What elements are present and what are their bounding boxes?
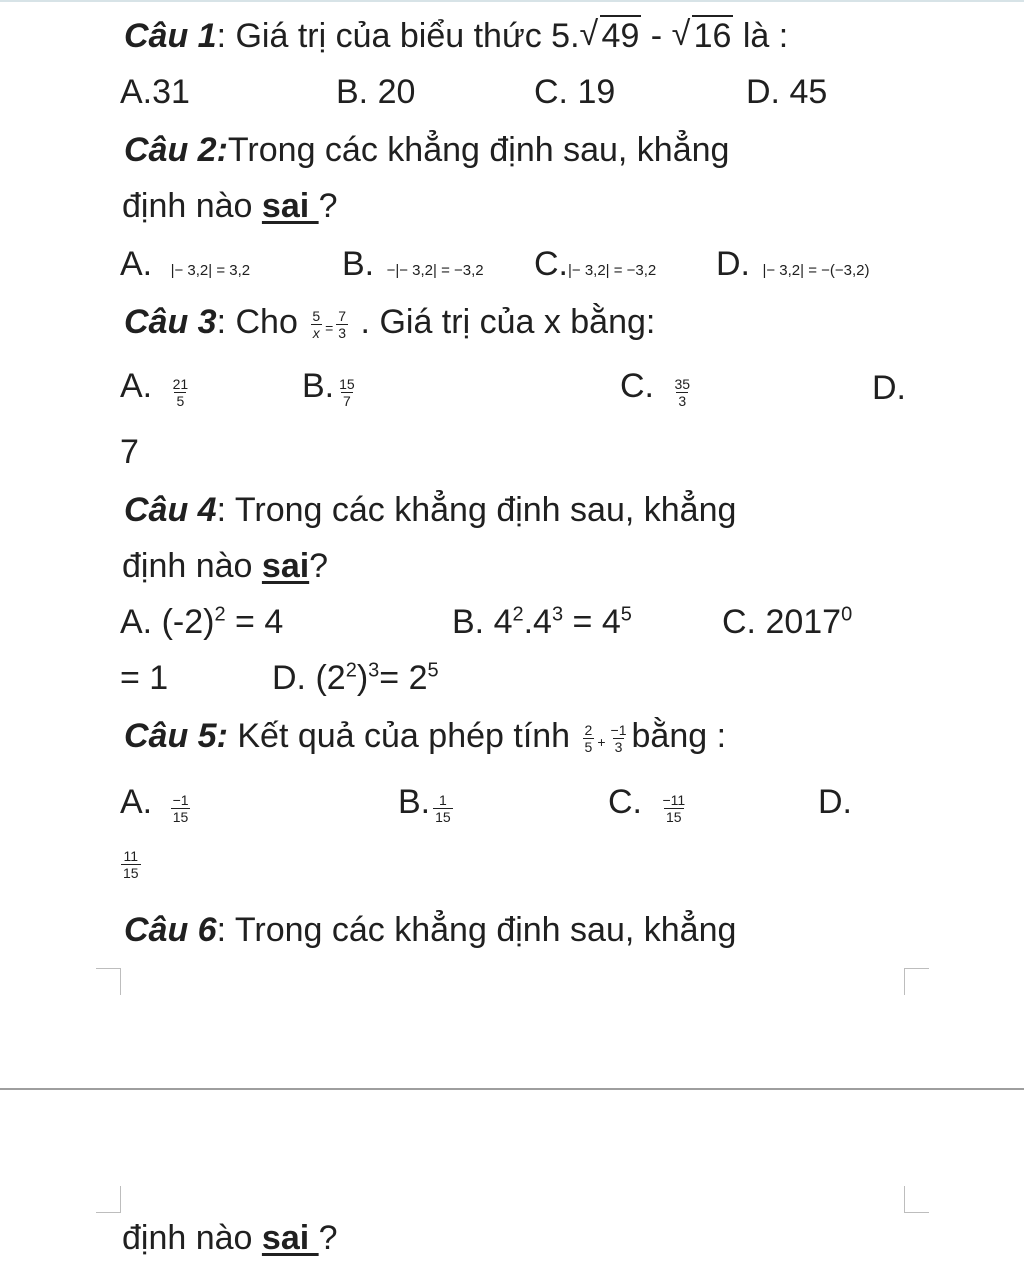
fraction-5-over-x: $\frac{5}{x}$ (312, 307, 321, 341)
q1-option-a: A.31 (120, 73, 190, 111)
fraction-neg1-over-3: $\frac{-1}{3}$ (610, 721, 627, 755)
question-1-label: Câu 1 (124, 17, 217, 55)
q4-option-b: B. $4^2.4^3 = 4^5$ (452, 603, 632, 641)
q4-option-d: D. $(2^2)^3= 2^5$ (272, 659, 439, 697)
q4-option-a: A. $(-2)^2 = 4$ (120, 603, 284, 641)
q3-option-a: A. $\frac{21}{5}$ (120, 367, 189, 410)
question-3-label: Câu 3 (124, 303, 217, 341)
sai-keyword: sai (261, 1219, 319, 1257)
question-4-label: Câu 4 (124, 491, 217, 529)
q2-option-a: A. |− 3,2| = 3,2 (120, 245, 251, 283)
q2-option-b: B. −|− 3,2| = −3,2 (342, 245, 484, 283)
fraction-7-over-3: $\frac{7}{3}$ (338, 307, 347, 341)
sqrt-icon: √ (671, 15, 691, 53)
q3-option-d: D. (872, 369, 906, 407)
q5-option-b: B. $\frac{1}{15}$ (398, 783, 451, 826)
question-5-line: Câu 5: Kết quả của phép tính $\frac{2}{5}$ + $\frac{-1}{3}$ bằng : (124, 717, 727, 755)
q3-option-b: B. $\frac{15}{7}$ (302, 367, 355, 410)
question-2-line-2: định nào sai ? (122, 187, 338, 225)
q5-option-c: C. $\frac{-11}{15}$ (608, 783, 686, 826)
question-6-line-2: định nào sai ? (122, 1219, 338, 1257)
q5-option-d-value: $\frac{11}{15}$ (123, 848, 139, 881)
q4-option-c: C. 2017$^0$ (722, 603, 853, 641)
question-4-line-2: định nào sai? (122, 547, 329, 585)
question-2-line-1: Câu 2:Trong các khẳng định sau, khẳng (124, 131, 730, 169)
q1-option-c: C. 19 (534, 73, 616, 111)
q1-option-d: D. 45 (746, 73, 828, 111)
question-3-line: Câu 3: Cho $\frac{5}{x}$ = $\frac{7}{3}$ . Giá trị của x bằng: (124, 303, 656, 341)
question-1-text: : Giá trị của biểu thức 5. (216, 17, 580, 55)
q3-option-d-value: 7 (120, 433, 139, 471)
crop-mark-bottom-right (904, 1186, 929, 1213)
q5-option-a: A. $\frac{-1}{15}$ (120, 783, 189, 826)
question-5-label: Câu 5: (124, 717, 228, 755)
question-6-line-1: Câu 6: Trong các khẳng định sau, khẳng (124, 911, 737, 949)
q4-option-c-cont: = 1 (120, 659, 169, 697)
sai-keyword: sai (261, 187, 319, 225)
q2-option-d: D. |− 3,2| = −(−3,2) (716, 245, 870, 283)
crop-mark-top-right (904, 968, 929, 995)
q2-option-c: C.|− 3,2| = −3,2 (534, 245, 657, 283)
top-border (0, 0, 1024, 2)
crop-mark-top-left (96, 968, 121, 995)
sqrt-49: √ 49 (579, 15, 640, 55)
question-6-label: Câu 6 (124, 911, 217, 949)
sqrt-icon: √ (579, 15, 599, 53)
question-4-line-1: Câu 4: Trong các khẳng định sau, khẳng (124, 491, 737, 529)
sqrt-16: √ 16 (671, 15, 732, 55)
fraction-2-over-5: $\frac{2}{5}$ (584, 721, 593, 755)
question-1-line: Câu 1: Giá trị của biểu thức 5. √ 49 - √ 16 là : (124, 15, 789, 55)
question-2-label: Câu 2: (124, 131, 228, 169)
sai-keyword: sai (261, 547, 310, 585)
page-break-line (0, 1088, 1024, 1090)
q1-option-b: B. 20 (336, 73, 416, 111)
q3-option-c: C. $\frac{35}{3}$ (620, 367, 691, 410)
q5-option-d: D. (818, 783, 852, 821)
crop-mark-bottom-left (96, 1186, 121, 1213)
